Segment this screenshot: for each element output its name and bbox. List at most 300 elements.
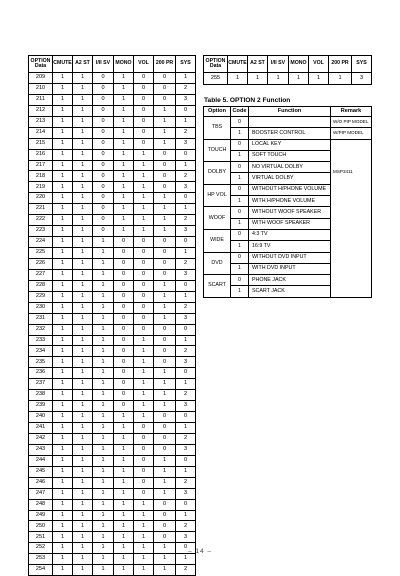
cell-200pr: 1 xyxy=(154,215,176,226)
cell-sv: 0 xyxy=(93,204,114,215)
cell-a2st: 1 xyxy=(73,204,93,215)
cell-200pr: 1 xyxy=(154,313,176,324)
cell-sys: 1 xyxy=(176,554,196,565)
cell-mono: 0 xyxy=(114,357,134,368)
cell-mono: 0 xyxy=(114,401,134,412)
cell-vol: 0 xyxy=(134,280,154,291)
cell-a2st: 1 xyxy=(73,554,93,565)
cell-mono: 1 xyxy=(114,149,134,160)
col-header-sv: I/II SV xyxy=(93,56,114,73)
cell-sys: 2 xyxy=(176,346,196,357)
cell-mono: 0 xyxy=(114,269,134,280)
table-row xyxy=(29,390,196,401)
cell-sv: 1 xyxy=(93,335,114,346)
cell-sv: 1 xyxy=(93,554,114,565)
function-cell xyxy=(249,117,331,128)
cell-mono: 0 xyxy=(114,248,134,259)
cell-option-data: 230 xyxy=(29,302,53,313)
cell-sv: 0 xyxy=(93,171,114,182)
option-name-cell: TBS xyxy=(204,117,231,140)
cell-vol: 1 xyxy=(134,510,154,521)
cell-option-data: 253 xyxy=(29,554,53,565)
cell-mono: 1 xyxy=(114,226,134,237)
table-row xyxy=(29,510,196,521)
cell-option-data: 236 xyxy=(29,368,53,379)
function-cell: PHONE JACK xyxy=(249,275,331,286)
cell-sys: 1 xyxy=(176,335,196,346)
cell-cmute: 1 xyxy=(53,302,73,313)
remark-cell: MSP3411 xyxy=(331,139,372,297)
cell-option-data: 217 xyxy=(29,160,53,171)
cell-mono: 0 xyxy=(114,302,134,313)
cell-sv: 0 xyxy=(93,105,114,116)
cell-option-data: 247 xyxy=(29,488,53,499)
cell-vol: 1 xyxy=(134,401,154,412)
cell-a2st: 1 xyxy=(73,488,93,499)
cell-vol: 1 xyxy=(134,368,154,379)
table-row xyxy=(29,335,196,346)
cell-a2st: 1 xyxy=(73,160,93,171)
cell-sv: 0 xyxy=(93,182,114,193)
cell-a2st: 1 xyxy=(73,248,93,259)
cell-sys: 0 xyxy=(176,280,196,291)
cell-sv: 0 xyxy=(93,116,114,127)
cell-mono: 0 xyxy=(114,258,134,269)
cell-option-data: 228 xyxy=(29,280,53,291)
cell-200pr: 1 xyxy=(154,390,176,401)
table-row xyxy=(29,346,196,357)
cell-cmute: 1 xyxy=(53,401,73,412)
table-row xyxy=(29,280,196,291)
col-header-200pr: 200 PR xyxy=(329,56,352,73)
cell-cmute: 1 xyxy=(53,357,73,368)
cell-sys: 2 xyxy=(176,258,196,269)
cell-200pr: 1 xyxy=(329,73,352,85)
cell-cmute: 1 xyxy=(53,346,73,357)
cell-cmute: 1 xyxy=(53,565,73,576)
cell-a2st: 1 xyxy=(73,73,93,84)
cell-sys: 1 xyxy=(176,73,196,84)
cell-cmute: 1 xyxy=(53,182,73,193)
cell-option-data: 224 xyxy=(29,237,53,248)
cell-mono: 1 xyxy=(114,532,134,543)
cell-sv: 0 xyxy=(93,138,114,149)
cell-vol: 0 xyxy=(134,237,154,248)
cell-sys: 2 xyxy=(176,565,196,576)
cell-option-data: 215 xyxy=(29,138,53,149)
cell-vol: 1 xyxy=(134,543,154,554)
cell-option-data: 209 xyxy=(29,73,53,84)
cell-sys: 0 xyxy=(176,193,196,204)
cell-mono: 0 xyxy=(114,346,134,357)
table-row xyxy=(29,488,196,499)
table-row xyxy=(29,565,196,576)
option2-header-row xyxy=(204,107,372,117)
cell-200pr: 1 xyxy=(154,455,176,466)
cell-mono: 0 xyxy=(114,324,134,335)
cell-cmute: 1 xyxy=(53,83,73,94)
cell-a2st: 1 xyxy=(73,466,93,477)
remark-cell: W/PIP MODEL xyxy=(331,128,372,139)
cell-mono: 1 xyxy=(114,204,134,215)
function-cell: VIRTUAL DOLBY xyxy=(249,173,331,184)
cell-option-data: 233 xyxy=(29,335,53,346)
cell-sys: 3 xyxy=(176,401,196,412)
code-cell: 0 xyxy=(231,117,249,128)
cell-200pr: 1 xyxy=(154,368,176,379)
table-row xyxy=(29,248,196,259)
cell-cmute: 1 xyxy=(53,291,73,302)
cell-200pr: 1 xyxy=(154,488,176,499)
cell-sys: 3 xyxy=(176,357,196,368)
cell-a2st: 1 xyxy=(73,83,93,94)
cell-a2st: 1 xyxy=(73,291,93,302)
cell-vol: 1 xyxy=(134,565,154,576)
cell-sys: 3 xyxy=(176,488,196,499)
cell-vol: 1 xyxy=(134,346,154,357)
cell-cmute: 1 xyxy=(53,390,73,401)
cell-vol: 1 xyxy=(134,554,154,565)
table-row xyxy=(29,116,196,127)
table-row xyxy=(204,117,372,128)
cell-sys: 0 xyxy=(176,105,196,116)
cell-sys: 2 xyxy=(176,477,196,488)
cell-cmute: 1 xyxy=(53,127,73,138)
cell-200pr: 1 xyxy=(154,226,176,237)
cell-a2st: 1 xyxy=(73,510,93,521)
cell-sv: 1 xyxy=(93,455,114,466)
cell-sys: 0 xyxy=(176,149,196,160)
table-row xyxy=(29,379,196,390)
cell-mono: 1 xyxy=(114,521,134,532)
cell-200pr: 0 xyxy=(154,258,176,269)
table-row xyxy=(29,423,196,434)
cell-sys: 0 xyxy=(176,368,196,379)
cell-option-data: 250 xyxy=(29,521,53,532)
cell-sv: 0 xyxy=(93,226,114,237)
table5-title: Table 5. OPTION 2 Function xyxy=(204,97,291,104)
cell-vol: 0 xyxy=(134,269,154,280)
cell-200pr: 1 xyxy=(154,543,176,554)
cell-200pr: 0 xyxy=(154,433,176,444)
cell-option-data: 254 xyxy=(29,565,53,576)
cell-vol: 1 xyxy=(134,379,154,390)
cell-cmute: 1 xyxy=(53,138,73,149)
cell-mono: 1 xyxy=(114,160,134,171)
cell-cmute: 1 xyxy=(53,204,73,215)
cell-option-data: 239 xyxy=(29,401,53,412)
cell-sv: 1 xyxy=(93,368,114,379)
cell-option-data: 243 xyxy=(29,444,53,455)
cell-a2st: 1 xyxy=(73,390,93,401)
cell-option-data: 225 xyxy=(29,248,53,259)
function-cell: 4:3 TV xyxy=(249,229,331,240)
cell-200pr: 1 xyxy=(154,138,176,149)
table-row xyxy=(204,139,372,150)
cell-vol: 1 xyxy=(134,390,154,401)
cell-cmute: 1 xyxy=(53,258,73,269)
cell-sv: 1 xyxy=(93,291,114,302)
table-row xyxy=(29,368,196,379)
cell-mono: 1 xyxy=(114,73,134,84)
cell-a2st: 1 xyxy=(73,182,93,193)
col-header-option: Option xyxy=(204,107,231,117)
col-header-a2st: A2 ST xyxy=(73,56,93,73)
cell-mono: 1 xyxy=(114,455,134,466)
cell-sys: 0 xyxy=(176,412,196,423)
table-row xyxy=(29,444,196,455)
col-header-option-data: OPTION Data xyxy=(29,56,53,73)
cell-sys: 3 xyxy=(176,226,196,237)
code-cell: 1 xyxy=(231,218,249,229)
cell-option-data: 255 xyxy=(204,73,228,85)
col-header-vol: VOL xyxy=(134,56,154,73)
cell-a2st: 1 xyxy=(73,226,93,237)
table-row xyxy=(29,302,196,313)
cell-sv: 0 xyxy=(93,94,114,105)
code-cell: 1 xyxy=(231,241,249,252)
cell-vol: 0 xyxy=(134,444,154,455)
cell-option-data: 216 xyxy=(29,149,53,160)
cell-sys: 0 xyxy=(176,543,196,554)
cell-vol: 1 xyxy=(134,226,154,237)
cell-sys: 2 xyxy=(176,390,196,401)
cell-a2st: 1 xyxy=(248,73,268,85)
cell-mono: 1 xyxy=(114,138,134,149)
cell-a2st: 1 xyxy=(73,532,93,543)
cell-200pr: 0 xyxy=(154,521,176,532)
cell-sv: 1 xyxy=(93,313,114,324)
cell-cmute: 1 xyxy=(53,379,73,390)
cell-cmute: 1 xyxy=(53,269,73,280)
col-header-mono: MONO xyxy=(289,56,309,73)
cell-vol: 1 xyxy=(134,532,154,543)
function-cell: WITH H/PHONE VOLUME xyxy=(249,196,331,207)
code-cell: 0 xyxy=(231,139,249,150)
option-name-cell: WOOF xyxy=(204,207,231,230)
table-row xyxy=(29,83,196,94)
cell-a2st: 1 xyxy=(73,401,93,412)
cell-sv: 1 xyxy=(93,532,114,543)
cell-sv: 1 xyxy=(93,248,114,259)
code-cell: 1 xyxy=(231,263,249,274)
cell-vol: 0 xyxy=(134,291,154,302)
cell-a2st: 1 xyxy=(73,433,93,444)
cell-option-data: 220 xyxy=(29,193,53,204)
cell-sv: 1 xyxy=(268,73,289,85)
cell-mono: 0 xyxy=(114,313,134,324)
cell-200pr: 1 xyxy=(154,204,176,215)
cell-sys: 2 xyxy=(176,521,196,532)
table-row xyxy=(29,401,196,412)
cell-option-data: 222 xyxy=(29,215,53,226)
cell-sv: 1 xyxy=(93,444,114,455)
cell-200pr: 0 xyxy=(154,499,176,510)
cell-a2st: 1 xyxy=(73,171,93,182)
option-name-cell: TOUCH xyxy=(204,139,231,162)
cell-200pr: 1 xyxy=(154,127,176,138)
cell-sys: 0 xyxy=(176,499,196,510)
cell-option-data: 235 xyxy=(29,357,53,368)
col-header-function: Function xyxy=(249,107,331,117)
cell-sys: 1 xyxy=(176,466,196,477)
cell-option-data: 238 xyxy=(29,390,53,401)
cell-cmute: 1 xyxy=(53,412,73,423)
cell-cmute: 1 xyxy=(53,149,73,160)
cell-option-data: 232 xyxy=(29,324,53,335)
cell-vol: 0 xyxy=(134,477,154,488)
col-header-mono: MONO xyxy=(114,56,134,73)
cell-200pr: 0 xyxy=(154,160,176,171)
cell-vol: 0 xyxy=(134,116,154,127)
table-row xyxy=(29,357,196,368)
cell-sys: 3 xyxy=(176,182,196,193)
cell-sv: 0 xyxy=(93,160,114,171)
left-table-header-row xyxy=(29,56,196,73)
col-header-cmute: CMUTE xyxy=(53,56,73,73)
cell-mono: 1 xyxy=(114,412,134,423)
cell-a2st: 1 xyxy=(73,105,93,116)
cell-sys: 3 xyxy=(352,73,372,85)
cell-mono: 1 xyxy=(114,83,134,94)
cell-option-data: 241 xyxy=(29,423,53,434)
cell-mono: 1 xyxy=(114,171,134,182)
cell-cmute: 1 xyxy=(53,171,73,182)
cell-cmute: 1 xyxy=(53,237,73,248)
cell-a2st: 1 xyxy=(73,258,93,269)
cell-sys: 1 xyxy=(176,510,196,521)
cell-cmute: 1 xyxy=(53,477,73,488)
cell-sys: 3 xyxy=(176,444,196,455)
cell-sv: 1 xyxy=(93,477,114,488)
cell-200pr: 0 xyxy=(154,444,176,455)
col-header-vol: VOL xyxy=(309,56,329,73)
cell-mono: 0 xyxy=(114,379,134,390)
cell-sv: 1 xyxy=(93,433,114,444)
cell-sys: 3 xyxy=(176,313,196,324)
cell-200pr: 1 xyxy=(154,565,176,576)
cell-a2st: 1 xyxy=(73,477,93,488)
cell-200pr: 1 xyxy=(154,291,176,302)
cell-200pr: 0 xyxy=(154,248,176,259)
function-cell: SCART JACK xyxy=(249,286,331,297)
cell-sys: 1 xyxy=(176,160,196,171)
option-name-cell: WIDE xyxy=(204,229,231,252)
cell-200pr: 0 xyxy=(154,237,176,248)
table-row xyxy=(29,521,196,532)
cell-sv: 0 xyxy=(93,149,114,160)
cell-vol: 1 xyxy=(134,160,154,171)
cell-option-data: 249 xyxy=(29,510,53,521)
cell-vol: 0 xyxy=(134,73,154,84)
cell-a2st: 1 xyxy=(73,499,93,510)
right-table-header-row xyxy=(204,56,372,73)
cell-sys: 2 xyxy=(176,215,196,226)
table-row xyxy=(29,138,196,149)
cell-mono: 1 xyxy=(114,499,134,510)
cell-sv: 1 xyxy=(93,412,114,423)
cell-mono: 1 xyxy=(114,127,134,138)
code-cell: 1 xyxy=(231,196,249,207)
cell-cmute: 1 xyxy=(53,368,73,379)
cell-mono: 1 xyxy=(114,423,134,434)
cell-vol: 0 xyxy=(134,94,154,105)
cell-mono: 0 xyxy=(114,280,134,291)
cell-sys: 1 xyxy=(176,423,196,434)
cell-200pr: 0 xyxy=(154,412,176,423)
cell-sys: 0 xyxy=(176,324,196,335)
cell-sv: 0 xyxy=(93,83,114,94)
cell-vol: 1 xyxy=(309,73,329,85)
cell-a2st: 1 xyxy=(73,346,93,357)
cell-a2st: 1 xyxy=(73,357,93,368)
cell-mono: 1 xyxy=(114,193,134,204)
cell-mono: 1 xyxy=(114,94,134,105)
cell-sv: 1 xyxy=(93,565,114,576)
code-cell: 1 xyxy=(231,286,249,297)
option-name-cell: DOLBY xyxy=(204,162,231,185)
cell-200pr: 0 xyxy=(154,269,176,280)
cell-vol: 1 xyxy=(134,215,154,226)
table-row xyxy=(29,313,196,324)
function-cell: NO VIRTUAL DOLBY xyxy=(249,162,331,173)
cell-option-data: 244 xyxy=(29,455,53,466)
table-row xyxy=(29,466,196,477)
cell-sv: 1 xyxy=(93,543,114,554)
cell-a2st: 1 xyxy=(73,412,93,423)
cell-sv: 1 xyxy=(93,280,114,291)
cell-sys: 0 xyxy=(176,455,196,466)
cell-vol: 1 xyxy=(134,149,154,160)
cell-a2st: 1 xyxy=(73,313,93,324)
cell-sv: 1 xyxy=(93,521,114,532)
cell-200pr: 0 xyxy=(154,346,176,357)
table-row xyxy=(29,291,196,302)
cell-cmute: 1 xyxy=(53,433,73,444)
function-cell: WITHOUT WOOF SPEAKER xyxy=(249,207,331,218)
cell-cmute: 1 xyxy=(53,455,73,466)
cell-cmute: 1 xyxy=(53,280,73,291)
cell-option-data: 234 xyxy=(29,346,53,357)
table-row xyxy=(29,73,196,84)
cell-a2st: 1 xyxy=(73,237,93,248)
cell-200pr: 0 xyxy=(154,94,176,105)
cell-200pr: 0 xyxy=(154,510,176,521)
cell-200pr: 1 xyxy=(154,116,176,127)
cell-cmute: 1 xyxy=(53,543,73,554)
cell-option-data: 211 xyxy=(29,94,53,105)
cell-cmute: 1 xyxy=(53,335,73,346)
cell-sys: 2 xyxy=(176,127,196,138)
cell-sys: 2 xyxy=(176,83,196,94)
code-cell: 1 xyxy=(231,150,249,161)
table-row xyxy=(29,171,196,182)
cell-option-data: 229 xyxy=(29,291,53,302)
cell-vol: 0 xyxy=(134,248,154,259)
cell-mono: 0 xyxy=(114,335,134,346)
col-header-code: Code xyxy=(231,107,249,117)
table-row xyxy=(29,258,196,269)
cell-vol: 1 xyxy=(134,171,154,182)
table-row xyxy=(29,477,196,488)
cell-mono: 1 xyxy=(114,215,134,226)
cell-vol: 1 xyxy=(134,182,154,193)
code-cell: 0 xyxy=(231,207,249,218)
cell-sv: 1 xyxy=(93,401,114,412)
cell-cmute: 1 xyxy=(53,466,73,477)
cell-option-data: 231 xyxy=(29,313,53,324)
cell-a2st: 1 xyxy=(73,324,93,335)
